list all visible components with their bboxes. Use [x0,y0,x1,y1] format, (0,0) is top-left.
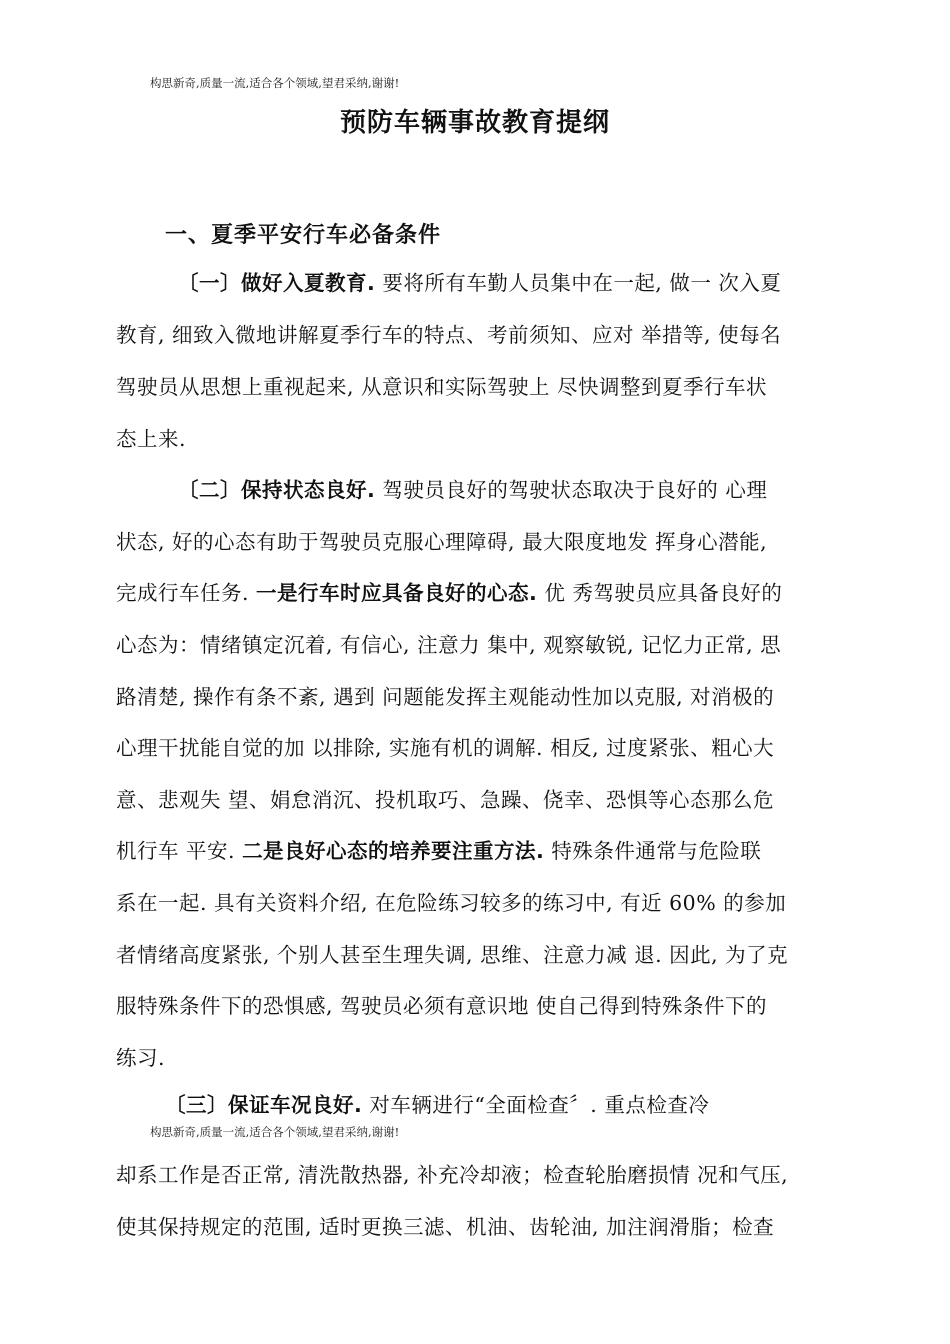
body-line [116,1043,165,1073]
body-line [178,475,767,505]
text-segment: 驾驶员良好的驾驶状态取决于良好的 心理 [375,478,768,502]
body-line [116,991,767,1021]
body-line [116,578,782,608]
body-line [116,682,774,712]
text-segment: 者情绪高度紧张, 个别人甚至生理失调, 思维、注意力减 退. 因此, 为了克 [116,943,789,967]
body-line [116,630,781,660]
text-segment: 状态, 好的心态有助于驾驶员克服心理障碍, 最大限度地发 挥身心潜能, [116,530,768,554]
text-segment: 却系工作是否正常, 清洗散热器, 补充冷却液；检查轮胎磨损情 况和气压, [116,1163,789,1187]
body-line [116,1160,788,1190]
text-segment: 机行车 平安. [116,839,243,863]
text-segment: 驾驶员从思想上重视起来, 从意识和实际驾驶上 尽快调整到夏季行车状 [116,375,768,399]
text-segment: 服特殊条件下的恐惧感, 驾驶员必须有意识地 使自己得到特殊条件下的 [116,994,768,1018]
body-line [116,424,186,454]
text-segment: 对车辆进行“全面检查〞. 重点检查冷 [362,1093,710,1117]
body-line [116,836,761,866]
document-title: 预防车辆事故教育提纲 [339,108,610,138]
text-segment: 意、悲观失 望、娟怠消沉、投机取巧、急躁、侥幸、恐惧等心态那么危 [116,788,775,812]
body-line [116,785,774,815]
body-line [116,1212,774,1242]
text-segment: 教育, 细致入微地讲解夏季行车的特点、考前须知、应对 举措等, 使每名 [116,323,782,347]
text-segment: 路清楚, 操作有条不紊, 遇到 问题能发挥主观能动性加以克服, 对消极的 [116,685,775,709]
text-segment: 心理干扰能自觉的加 以排除, 实施有机的调解. 相反, 过度紧张、粗心大 [116,736,775,760]
bold-phrase: 二是良好心态的培养要注重方法. [242,839,545,863]
text-segment: 完成行车任务. [116,581,257,605]
body-line [116,320,781,350]
header-note: 构思新奇,质量一流,适合各个领域,望君采纳,谢谢! [150,76,400,90]
text-segment: 系在一起. 具有关资料介绍, 在危险练习较多的练习中, 有近 60% 的参加 [116,891,787,915]
bold-phrase: 〔一〕做好入夏教育. [178,271,376,295]
body-line [165,1090,709,1120]
text-segment: 心态为：情绪镇定沉着, 有信心, 注意力 集中, 观察敏锐, 记忆力正常, 思 [116,633,782,657]
body-line [116,527,767,557]
bold-phrase: 〔三〕保证车况良好. [165,1093,363,1117]
header-note-repeat: 构思新奇,质量一流,适合各个领域,望君采纳,谢谢! [150,1125,400,1139]
text-segment: 态上来. [116,427,187,451]
bold-phrase: 〔二〕保持状态良好. [178,478,376,502]
body-line [116,733,774,763]
bold-phrase: 一是行车时应具备良好的心态. [256,581,538,605]
text-segment: 特殊条件通常与危险联 [544,839,762,863]
body-line [116,372,767,402]
body-line [116,888,786,918]
body-line [178,268,781,298]
body-line [116,940,788,970]
text-segment: 使其保持规定的范围, 适时更换三滤、机油、齿轮油, 加注润滑脂；检查 [116,1215,775,1239]
text-segment: 练习. [116,1046,166,1070]
text-segment: 优 秀驾驶员应具备良好的 [537,581,783,605]
text-segment: 要将所有车勤人员集中在一起, 做一 次入夏 [375,271,782,295]
section-heading: 一、夏季平安行车必备条件 [165,223,442,248]
